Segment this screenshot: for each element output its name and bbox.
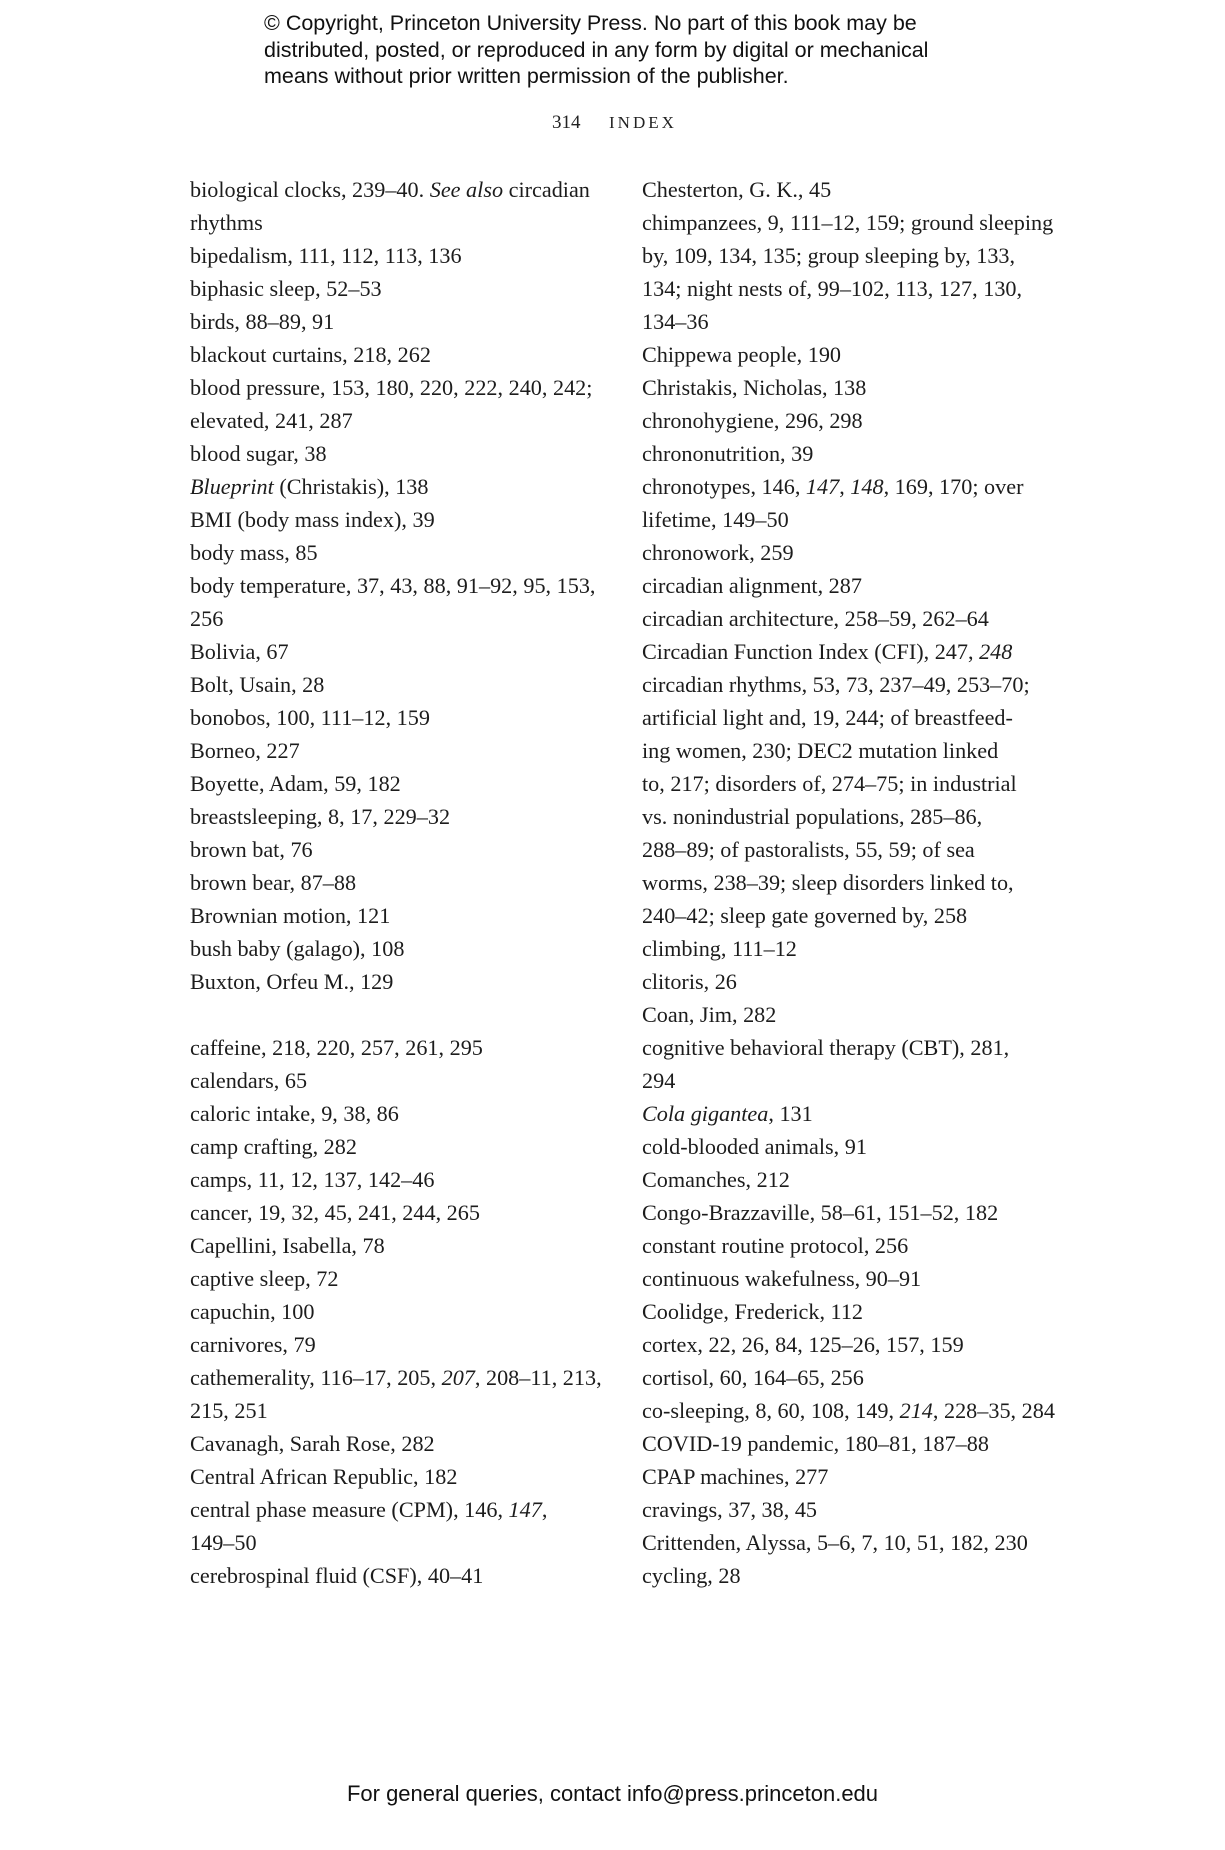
index-entry (642, 1493, 1072, 1526)
index-entry-line: carnivores, 79 (190, 1332, 316, 1357)
index-entry (190, 173, 620, 239)
page-number: 314 (552, 112, 581, 133)
index-entry-line: Coan, Jim, 282 (642, 1002, 777, 1027)
index-entry (190, 1361, 620, 1427)
index-entry-line: biological clocks, 239–40. See also circadian (190, 177, 590, 202)
index-entry-line: chronohygiene, 296, 298 (642, 408, 863, 433)
index-entry (642, 371, 1072, 404)
index-entry (190, 932, 620, 965)
index-entry (190, 1031, 620, 1064)
index-entry (642, 1526, 1072, 1559)
copyright-line-3: means without prior written permission of the publisher. (264, 64, 789, 88)
section-title: INDEX (609, 113, 677, 132)
index-entry-line: Blueprint (Christakis), 138 (190, 474, 429, 499)
index-entry (190, 1493, 620, 1559)
index-entry-line: Buxton, Orfeu M., 129 (190, 969, 394, 994)
index-entry-line: chimpanzees, 9, 111–12, 159; ground sleeping (642, 210, 1054, 235)
group-separator (190, 998, 620, 1031)
index-entry (642, 536, 1072, 569)
index-entry-line: camps, 11, 12, 137, 142–46 (190, 1167, 435, 1192)
index-entry-line: rhythms (190, 210, 263, 235)
index-entry-line: Bolt, Usain, 28 (190, 672, 325, 697)
index-entry (642, 602, 1072, 635)
index-column-left (190, 173, 620, 1592)
index-entry (190, 1295, 620, 1328)
index-entry (642, 569, 1072, 602)
index-entry-line: body temperature, 37, 43, 88, 91–92, 95, 153, (190, 573, 596, 598)
index-entry-line: chrononutrition, 39 (642, 441, 814, 466)
index-entry-line: by, 109, 134, 135; group sleeping by, 133, (642, 243, 1016, 268)
index-entry-line: calendars, 65 (190, 1068, 308, 1093)
index-entry-line: Central African Republic, 182 (190, 1464, 458, 1489)
index-column-right (642, 173, 1072, 1592)
index-entry (190, 1229, 620, 1262)
index-entry (642, 1394, 1072, 1427)
footer-contact: For general queries, contact info@press.princeton.edu (346, 1781, 879, 1806)
index-entry-line: continuous wakefulness, 90–91 (642, 1266, 922, 1291)
index-entry-line: Boyette, Adam, 59, 182 (190, 771, 401, 796)
index-entry-line: circadian architecture, 258–59, 262–64 (642, 606, 989, 631)
index-entry (190, 305, 620, 338)
index-entry (190, 767, 620, 800)
index-entry (190, 1097, 620, 1130)
index-entry (642, 1163, 1072, 1196)
italic-text: 214 (899, 1398, 933, 1423)
index-entry-line: capuchin, 100 (190, 1299, 315, 1324)
index-entry-line: Chesterton, G. K., 45 (642, 177, 832, 202)
index-entry-line: cortex, 22, 26, 84, 125–26, 157, 159 (642, 1332, 964, 1357)
index-entry (642, 635, 1072, 668)
index-entry (190, 371, 620, 437)
index-entry (190, 866, 620, 899)
index-entry (642, 1229, 1072, 1262)
italic-text: Cola gigantea (642, 1101, 769, 1126)
index-entry (642, 1262, 1072, 1295)
index-entry-line: brown bat, 76 (190, 837, 313, 862)
index-entry-line: Congo-Brazzaville, 58–61, 151–52, 182 (642, 1200, 999, 1225)
index-entry-line: cortisol, 60, 164–65, 256 (642, 1365, 864, 1390)
index-entry (642, 206, 1072, 338)
index-entry-line: co-sleeping, 8, 60, 108, 149, 214, 228–35, 284 (642, 1398, 1055, 1423)
index-entry (190, 701, 620, 734)
index-entry (642, 932, 1072, 965)
index-entry (642, 1031, 1072, 1097)
index-entry-line: body mass, 85 (190, 540, 318, 565)
index-entry-line: cold-blooded animals, 91 (642, 1134, 867, 1159)
index-entry-line: elevated, 241, 287 (190, 408, 353, 433)
index-entry (190, 503, 620, 536)
index-entry (642, 437, 1072, 470)
index-group-b (190, 173, 620, 998)
index-entry (642, 1130, 1072, 1163)
index-entry-line: 134–36 (642, 309, 709, 334)
index-entry (190, 965, 620, 998)
index-entry-line: cycling, 28 (642, 1563, 741, 1588)
index-entry-line: Cola gigantea, 131 (642, 1101, 813, 1126)
index-entry (190, 833, 620, 866)
copyright-notice (264, 10, 1024, 90)
index-entry-line: constant routine protocol, 256 (642, 1233, 909, 1258)
index-entry-line: brown bear, 87–88 (190, 870, 357, 895)
index-entry (642, 173, 1072, 206)
italic-text: 148 (850, 474, 884, 499)
index-entry-line: breastsleeping, 8, 17, 229–32 (190, 804, 451, 829)
index-entry-line: Chippewa people, 190 (642, 342, 842, 367)
index-entry-line: ing women, 230; DEC2 mutation linked (642, 738, 999, 763)
index-entry (642, 1196, 1072, 1229)
index-entry (642, 338, 1072, 371)
index-entry-line: blood pressure, 153, 180, 220, 222, 240, 242; (190, 375, 593, 400)
index-entry-line: Coolidge, Frederick, 112 (642, 1299, 864, 1324)
italic-text: See also (429, 177, 504, 202)
index-entry-line: cognitive behavioral therapy (CBT), 281, (642, 1035, 1010, 1060)
index-entry-line: Borneo, 227 (190, 738, 300, 763)
index-entry-line: birds, 88–89, 91 (190, 309, 335, 334)
index-entry (642, 1295, 1072, 1328)
copyright-line-2: distributed, posted, or reproduced in any form by digital or mechanical (264, 37, 929, 62)
index-entry-line: cravings, 37, 38, 45 (642, 1497, 818, 1522)
index-entry-line: 294 (642, 1068, 676, 1093)
index-entry (190, 899, 620, 932)
index-entry-line: blackout curtains, 218, 262 (190, 342, 431, 367)
index-entry (190, 1460, 620, 1493)
index-entry (190, 272, 620, 305)
index-entry-line: chronotypes, 146, 147, 148, 169, 170; over (642, 474, 1024, 499)
index-entry-line: clitoris, 26 (642, 969, 737, 994)
index-entry-line: 149–50 (190, 1530, 257, 1555)
index-entry-line: bush baby (galago), 108 (190, 936, 405, 961)
index-entry (190, 1196, 620, 1229)
index-entry-line: captive sleep, 72 (190, 1266, 339, 1291)
index-entry-line: 215, 251 (190, 1398, 268, 1423)
index-entry (642, 470, 1072, 536)
index-entry (642, 668, 1072, 932)
index-entry-line: blood sugar, 38 (190, 441, 327, 466)
index-entry-line: artificial light and, 19, 244; of breastfeed- (642, 705, 1013, 730)
index-entry-line: to, 217; disorders of, 274–75; in industrial (642, 771, 1017, 796)
index-entry (642, 965, 1072, 998)
index-group-c-cont (642, 173, 1072, 1592)
index-entry (190, 800, 620, 833)
index-entry-line: Cavanagh, Sarah Rose, 282 (190, 1431, 435, 1456)
index-entry (190, 1163, 620, 1196)
italic-text: 147 (805, 474, 840, 499)
index-entry-line: worms, 238–39; sleep disorders linked to, (642, 870, 1014, 895)
index-entry (642, 1097, 1072, 1130)
index-entry-line: camp crafting, 282 (190, 1134, 357, 1159)
index-entry-line: circadian rhythms, 53, 73, 237–49, 253–70; (642, 672, 1030, 697)
index-entry (190, 1130, 620, 1163)
index-entry (190, 536, 620, 569)
index-entry-line: circadian alignment, 287 (642, 573, 862, 598)
index-entry-line: Circadian Function Index (CFI), 247, 248 (642, 639, 1013, 664)
index-entry (642, 1559, 1072, 1592)
index-entry-line: lifetime, 149–50 (642, 507, 789, 532)
index-entry (190, 1328, 620, 1361)
index-entry (642, 1460, 1072, 1493)
index-entry (190, 338, 620, 371)
index-entry-line: central phase measure (CPM), 146, 147, (190, 1497, 548, 1522)
index-entry-line: vs. nonindustrial populations, 285–86, (642, 804, 983, 829)
index-entry (190, 1559, 620, 1592)
index-entry-line: Crittenden, Alyssa, 5–6, 7, 10, 51, 182, 230 (642, 1530, 1028, 1555)
index-entry (190, 239, 620, 272)
index-entry-line: biphasic sleep, 52–53 (190, 276, 382, 301)
index-entry-line: climbing, 111–12 (642, 936, 797, 961)
index-entry-line: Brownian motion, 121 (190, 903, 391, 928)
index-entry-line: 134; night nests of, 99–102, 113, 127, 130, (642, 276, 1023, 301)
index-entry-line: bipedalism, 111, 112, 113, 136 (190, 243, 462, 268)
italic-text: 207 (441, 1365, 475, 1390)
index-entry (190, 437, 620, 470)
index-entry-line: cerebrospinal fluid (CSF), 40–41 (190, 1563, 484, 1588)
index-entry-line: Capellini, Isabella, 78 (190, 1233, 385, 1258)
index-entry (190, 1262, 620, 1295)
italic-text: Blueprint (190, 474, 274, 499)
index-entry-line: COVID-19 pandemic, 180–81, 187–88 (642, 1431, 989, 1456)
index-entry-line: 288–89; of pastoralists, 55, 59; of sea (642, 837, 975, 862)
index-entry (190, 635, 620, 668)
index-entry (642, 1361, 1072, 1394)
index-group-c (190, 1031, 620, 1592)
copyright-line-1: © Copyright, Princeton University Press. No part of this book may be (264, 11, 917, 35)
index-entry (190, 569, 620, 635)
index-entry (642, 1328, 1072, 1361)
italic-text: 147 (508, 1497, 542, 1522)
index-entry-line: Bolivia, 67 (190, 639, 289, 664)
index-entry-line: cancer, 19, 32, 45, 241, 244, 265 (190, 1200, 480, 1225)
index-entry-line: caffeine, 218, 220, 257, 261, 295 (190, 1035, 483, 1060)
index-entry (190, 1064, 620, 1097)
index-entry-line: CPAP machines, 277 (642, 1464, 829, 1489)
index-entry-line: cathemerality, 116–17, 205, 207, 208–11, 213, (190, 1365, 602, 1390)
index-entry-line: chronowork, 259 (642, 540, 794, 565)
index-entry (642, 998, 1072, 1031)
index-entry-line: BMI (body mass index), 39 (190, 507, 435, 532)
index-entry-line: Comanches, 212 (642, 1167, 790, 1192)
index-entry (190, 1427, 620, 1460)
italic-text: 248 (979, 639, 1013, 664)
index-entry (190, 470, 620, 503)
index-entry-line: bonobos, 100, 111–12, 159 (190, 705, 430, 730)
index-entry-line: Christakis, Nicholas, 138 (642, 375, 867, 400)
index-entry (190, 668, 620, 701)
index-entry-line: caloric intake, 9, 38, 86 (190, 1101, 399, 1126)
index-entry-line: 256 (190, 606, 224, 631)
index-entry-line: 240–42; sleep gate governed by, 258 (642, 903, 968, 928)
index-entry (642, 1427, 1072, 1460)
index-entry (642, 404, 1072, 437)
index-entry (190, 734, 620, 767)
